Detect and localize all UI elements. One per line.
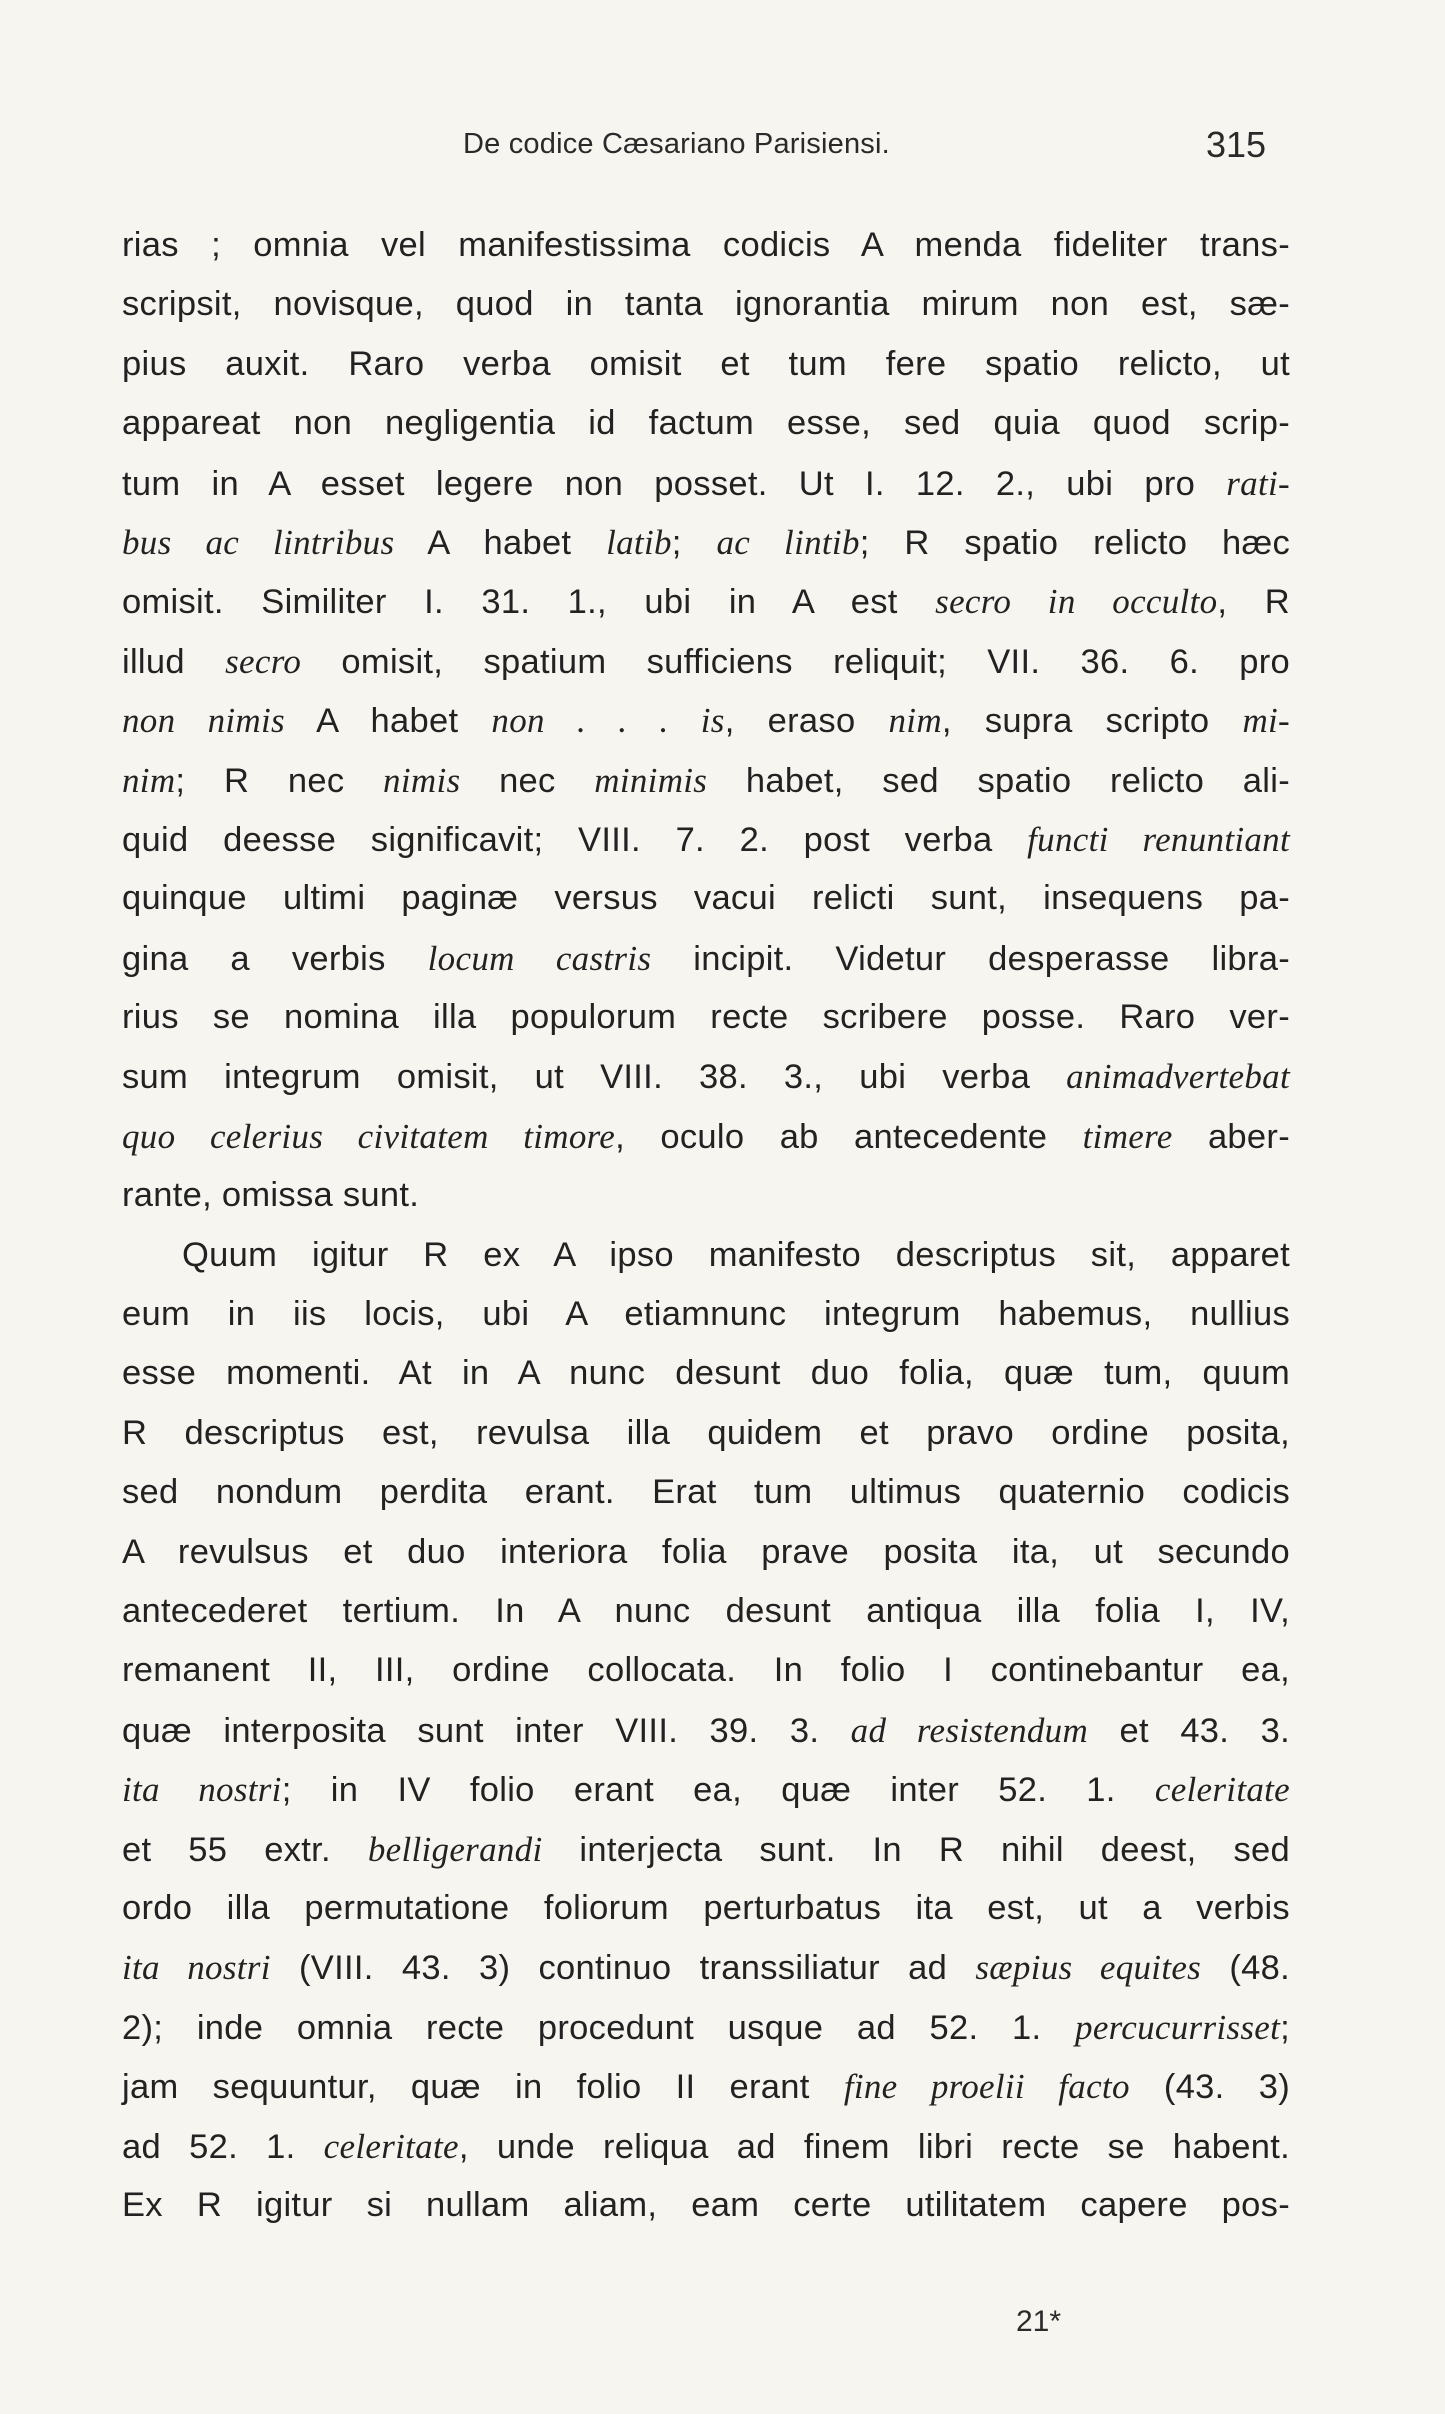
text-span: , eraso <box>724 702 889 741</box>
italic-text: ad resistendum <box>850 1710 1089 1750</box>
text-span: quæ interposita sunt inter VIII. 39. 3. <box>122 1711 851 1750</box>
text-span: omisit. Similiter I. 31. 1., ubi in A est <box>122 583 936 622</box>
italic-text: mi- <box>1242 701 1290 741</box>
text-line <box>122 810 1290 869</box>
italic-text: ita nostri <box>122 1948 271 1988</box>
text-span: , supra scripto <box>941 702 1243 741</box>
text-line <box>122 1760 1290 1819</box>
page-number: 315 <box>1206 124 1267 165</box>
text-span: scripsit, novisque, quod in tanta ignorantia mirum non est, sæ- <box>122 285 1290 324</box>
text-span: incipit. Videtur desperasse libra- <box>651 939 1290 978</box>
text-span: appareat non negligentia id factum esse, sed quia quod scrip- <box>122 404 1290 443</box>
italic-text: nim <box>122 760 176 800</box>
text-span: jam sequuntur, quæ in folio II erant <box>122 2068 844 2107</box>
text-line <box>122 1701 1290 1760</box>
text-span: Ex R igitur si nullam aliam, eam certe utilitatem capere pos- <box>122 2185 1290 2224</box>
text-line <box>122 1107 1290 1166</box>
text-line <box>122 1938 1290 1997</box>
italic-text: functi renuntiant <box>1027 819 1290 859</box>
text-line <box>122 691 1290 750</box>
italic-text: latib <box>606 522 672 562</box>
text-span: et 55 extr. <box>122 1830 368 1869</box>
text-span: nec <box>460 761 595 800</box>
text-line <box>122 1820 1290 1879</box>
text-line <box>122 1523 1290 1582</box>
text-span: , oculo ab antecedente <box>615 1117 1083 1156</box>
text-span: (48. <box>1201 1949 1291 1988</box>
text-span: A revulsus et duo interiora folia prave posita ita, ut secundo <box>122 1532 1290 1571</box>
text-span: rante, omissa sunt. <box>122 1176 420 1215</box>
text-span: habet, sed spatio relicto ali- <box>707 761 1291 800</box>
text-span: remanent II, III, ordine collocata. In folio I continebantur ea, <box>122 1651 1290 1690</box>
italic-text: fine proelii facto <box>843 2067 1130 2107</box>
italic-text: non . . . is <box>491 701 725 741</box>
text-line <box>122 1166 1290 1225</box>
text-line <box>122 1285 1290 1344</box>
text-span: ; <box>671 523 717 562</box>
italic-text: ac lintib <box>716 522 860 562</box>
text-line <box>122 1047 1290 1106</box>
text-line <box>122 454 1290 513</box>
body-text <box>122 216 1290 2235</box>
text-line <box>122 1641 1290 1700</box>
text-span: Quum igitur R ex A ipso manifesto descriptus sit, apparet <box>182 1235 1290 1274</box>
italic-text: celeritate <box>323 2126 459 2166</box>
italic-text: secro in occulto <box>935 582 1218 622</box>
italic-text: ita nostri <box>122 1770 282 1810</box>
text-line <box>122 513 1290 572</box>
text-span: pius auxit. Raro verba omisit et tum fere spatio relicto, ut <box>122 344 1290 383</box>
text-span: quinque ultimi paginæ versus vacui relicti sunt, insequens pa- <box>122 879 1290 918</box>
text-span: quid deesse significavit; VIII. 7. 2. post verba <box>122 820 1028 859</box>
text-line <box>122 929 1290 988</box>
text-span: omisit, spatium sufficiens reliquit; VII. 36. 6. pro <box>301 642 1290 681</box>
text-line <box>122 632 1290 691</box>
signature-mark: 21* <box>1016 2305 1062 2338</box>
text-span: (VIII. 43. 3) continuo transsiliatur ad <box>270 1949 976 1988</box>
text-line <box>122 275 1290 334</box>
text-line <box>122 335 1290 394</box>
text-span: rius se nomina illa populorum recte scribere posse. Raro ver- <box>122 998 1290 1037</box>
text-line <box>122 394 1290 453</box>
text-span: (43. 3) <box>1129 2068 1290 2107</box>
italic-text: nimis <box>383 760 461 800</box>
text-line <box>122 1344 1290 1403</box>
text-line <box>122 1463 1290 1522</box>
text-span: eum in iis locis, ubi A etiamnunc integrum habemus, nullius <box>122 1295 1290 1334</box>
italic-text: timere <box>1082 1116 1173 1156</box>
text-span: interjecta sunt. In R nihil deest, sed <box>542 1830 1290 1869</box>
text-line <box>122 1582 1290 1641</box>
text-span: illud <box>122 642 226 681</box>
text-span: esse momenti. At in A nunc desunt duo folia, quæ tum, quum <box>122 1354 1290 1393</box>
text-span: ordo illa permutatione foliorum perturbatus ita est, ut a verbis <box>122 1888 1290 1927</box>
text-span: gina a verbis <box>122 939 428 978</box>
text-line <box>122 1879 1290 1938</box>
text-span: et 43. 3. <box>1088 1711 1290 1750</box>
text-line <box>122 216 1290 275</box>
italic-text: nim <box>888 701 942 741</box>
italic-text: percucurrisset <box>1075 2007 1281 2047</box>
text-line <box>122 869 1290 928</box>
text-line <box>122 1226 1290 1285</box>
italic-text: animadvertebat <box>1066 1057 1290 1097</box>
italic-text: minimis <box>594 760 708 800</box>
text-line <box>122 572 1290 631</box>
text-span: R descriptus est, revulsa illa quidem et pravo ordine posita, <box>122 1413 1290 1452</box>
text-span: , R <box>1217 583 1290 622</box>
italic-text: celeritate <box>1154 1770 1291 1810</box>
running-title: De codice Cæsariano Parisiensi. <box>463 128 890 160</box>
text-span: aber- <box>1172 1117 1290 1156</box>
italic-text: secro <box>225 641 302 681</box>
italic-text: rati- <box>1226 463 1290 503</box>
text-line <box>122 2176 1290 2235</box>
italic-text: sæpius equites <box>975 1948 1202 1988</box>
italic-text: belligerandi <box>367 1829 543 1869</box>
text-line <box>122 2057 1290 2116</box>
text-span: , unde reliqua ad finem libri recte se habent. <box>458 2127 1290 2166</box>
text-span: sum integrum omisit, ut VIII. 38. 3., ubi verba <box>122 1058 1067 1097</box>
italic-text: non nimis <box>122 701 285 741</box>
text-span: antecederet tertium. In A nunc desunt antiqua illa folia I, IV, <box>122 1591 1290 1630</box>
text-span: tum in A esset legere non posset. Ut I. 12. 2., ubi pro <box>122 464 1227 503</box>
text-span: ; in IV folio erant ea, quæ inter 52. 1. <box>281 1771 1155 1810</box>
text-line <box>122 2117 1290 2176</box>
text-line <box>122 1404 1290 1463</box>
italic-text: bus ac lintribus <box>122 522 395 562</box>
text-span: ; R nec <box>175 761 384 800</box>
text-span: 2); inde omnia recte procedunt usque ad 52. 1. <box>122 2008 1076 2047</box>
text-span: ; R spatio relicto hæc <box>859 523 1290 562</box>
running-head <box>0 124 1445 172</box>
text-span: A habet <box>284 702 492 741</box>
text-span: A habet <box>394 523 607 562</box>
text-line <box>122 1998 1290 2057</box>
text-span: rias ; omnia vel manifestissima codicis A menda fideliter trans- <box>122 226 1290 264</box>
italic-text: quo celerius civitatem timore <box>122 1116 616 1156</box>
text-span: ad 52. 1. <box>122 2127 324 2166</box>
text-line <box>122 751 1290 810</box>
text-span: ; <box>1280 2008 1290 2047</box>
italic-text: locum castris <box>427 938 652 978</box>
text-span: sed nondum perdita erant. Erat tum ultimus quaternio codicis <box>122 1473 1290 1512</box>
text-line <box>122 988 1290 1047</box>
